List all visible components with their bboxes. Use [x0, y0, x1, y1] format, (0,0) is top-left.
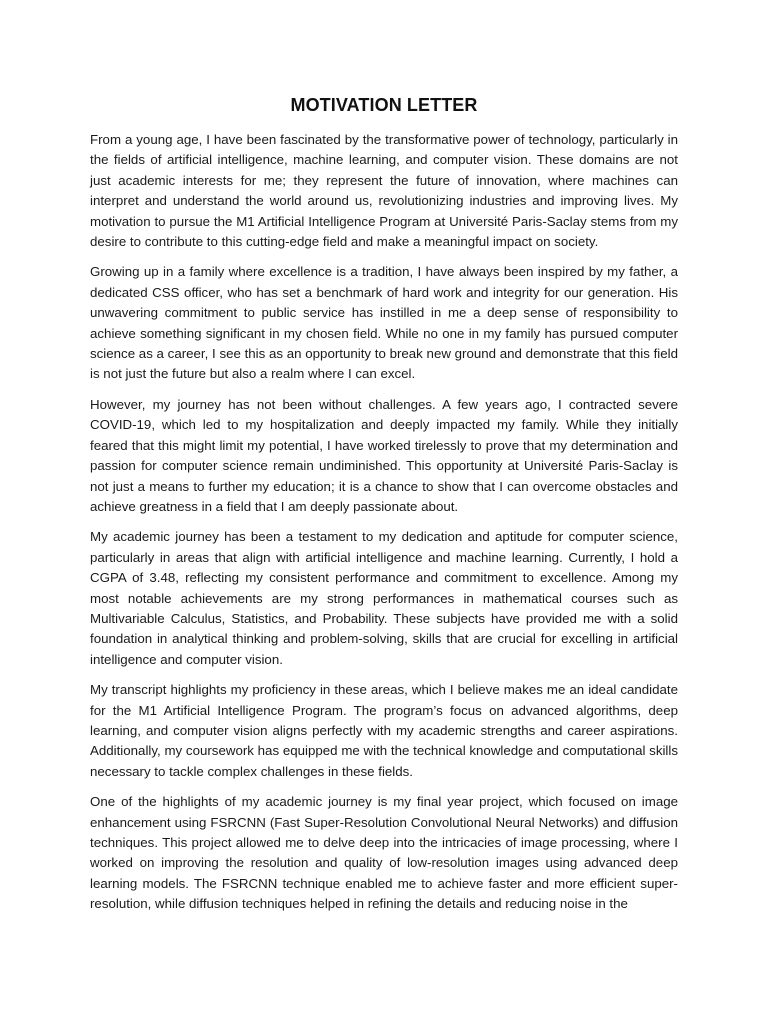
paragraph-4: My academic journey has been a testament to my dedication and aptitude for computer science, particularly in areas that align with artificial intelligence and machine learning. Currently, I hold a CGPA of 3.48, reflecting my consistent performance and commitment to excellence. Among my most notable achievements are my strong performances in mathematical courses such as Multivariable Calculus, Statistics, and Probability. These subjects have provided me with a solid foundation in analytical thinking and problem-solving, skills that are crucial for excelling in artificial intelligence and computer vision. — [90, 529, 678, 667]
page-title: MOTIVATION LETTER — [290, 95, 478, 115]
paragraph-5: My transcript highlights my proficiency in these areas, which I believe makes me an ideal candidate for the M1 Artificial Intelligence Program. The program’s focus on advanced algorithms, deep learning, and computer vision aligns perfectly with my academic strengths and career aspirations. Additionally, my coursework has equipped me with the technical knowledge and computational skills necessary to tackle complex challenges in these fields. — [90, 682, 678, 779]
paragraph-2: Growing up in a family where excellence is a tradition, I have always been inspired by my father, a dedicated CSS officer, who has set a benchmark of hard work and integrity for our generation. His unwavering commitment to public service has instilled in me a deep sense of responsibility to achieve something significant in my chosen field. While no one in my family has pursued computer science as a career, I see this as an opportunity to break new ground and demonstrate that this field is not just the future but also a realm where I can excel. — [90, 264, 678, 382]
paragraph-6: One of the highlights of my academic journey is my final year project, which focused on image enhancement using FSRCNN (Fast Super-Resolution Convolutional Neural Networks) and diffusion techniques. This project allowed me to delve deep into the intricacies of image processing, where I worked on improving the resolution and quality of low-resolution images using advanced deep learning models. The FSRCNN technique enabled me to achieve faster and more efficient super-resolution, while diffusion techniques helped in refining the details and reducing noise in the — [90, 794, 678, 912]
paragraph-3: However, my journey has not been without challenges. A few years ago, I contracted severe COVID-19, which led to my hospitalization and deeply impacted my family. While they initially feared that this might limit my potential, I have worked tirelessly to prove that my determination and passion for computer science remain undiminished. This opportunity at Université Paris-Saclay is not just a means to further my education; it is a chance to show that I can overcome obstacles and achieve greatness in a field that I am deeply passionate about. — [90, 396, 678, 514]
letter-body — [90, 130, 678, 925]
paragraph-1: From a young age, I have been fascinated by the transformative power of technology, particularly in the fields of artificial intelligence, machine learning, and computer vision. These domains are not just academic interests for me; they represent the future of innovation, where machines can interpret and understand the world around us, revolutionizing industries and improving lives. My motivation to pursue the M1 Artificial Intelligence Program at Université Paris-Saclay stems from my desire to contribute to this cutting-edge field and make a meaningful impact on society. — [90, 132, 678, 250]
